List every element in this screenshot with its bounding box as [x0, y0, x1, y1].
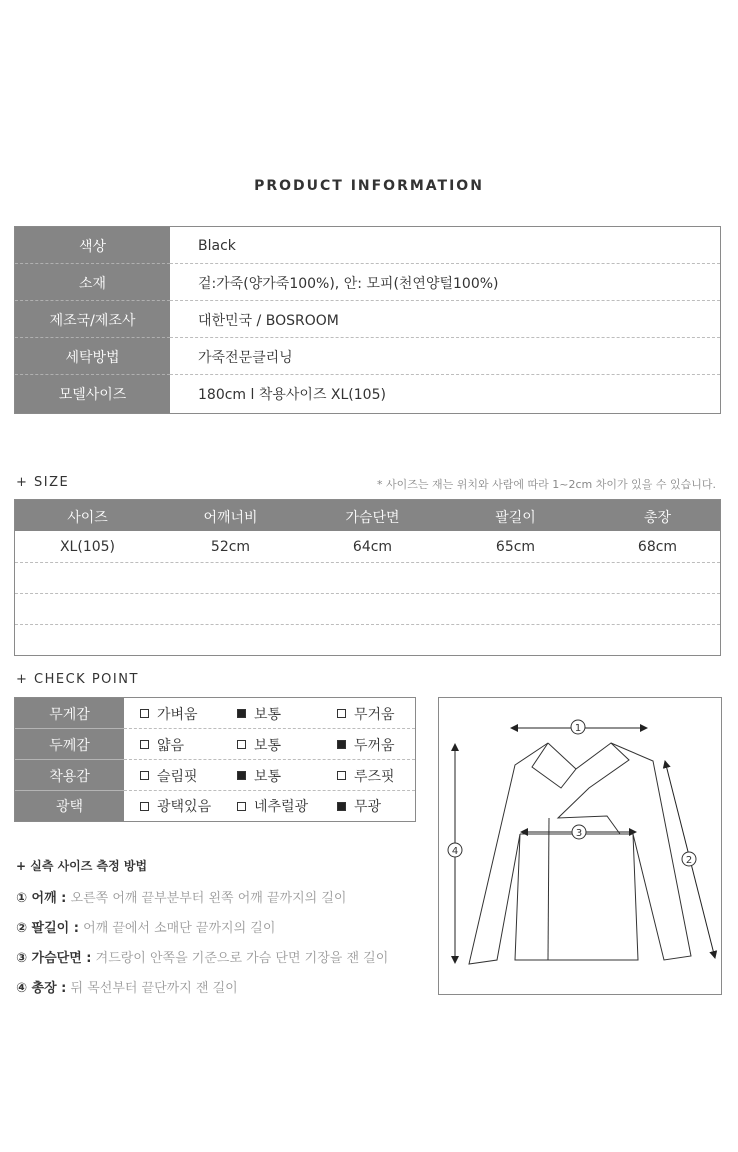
size-table-header [15, 500, 720, 531]
check-label: 착용감 [15, 760, 124, 791]
info-row-material [15, 264, 720, 301]
size-header-cell: 가슴단면 [345, 510, 400, 526]
size-header-cell: 어깨너비 [203, 510, 258, 526]
jacket-measure-diagram [438, 697, 722, 995]
marker-4: 4 [451, 846, 459, 857]
check-row-gloss [15, 791, 415, 821]
info-value: 겉:가죽(양가죽100%), 안: 모피(천연양털100%) [198, 275, 499, 292]
size-cell: 52cm [210, 539, 251, 555]
check-option: 네추럴광 [237, 791, 308, 821]
measure-guide-item: ② 팔길이 : 어깨 끝에서 소매단 끝까지의 길이 [16, 921, 276, 936]
divider [15, 562, 720, 563]
checkbox-icon [140, 709, 149, 718]
divider [15, 624, 720, 625]
check-option: 두꺼움 [337, 729, 395, 760]
size-table [14, 499, 721, 656]
checkbox-checked-icon [337, 802, 346, 811]
check-option: 광택있음 [140, 791, 211, 821]
checkbox-checked-icon [237, 771, 246, 780]
size-header-cell: 팔길이 [495, 510, 536, 526]
size-cell: 64cm [352, 539, 393, 555]
size-header-cell: 사이즈 [67, 510, 108, 526]
checkbox-checked-icon [337, 740, 346, 749]
size-cell: 68cm [637, 539, 678, 555]
info-label: 제조국/제조사 [15, 301, 170, 338]
check-section-title: + CHECK POINT [16, 672, 139, 687]
info-value: 대한민국 / BOSROOM [198, 312, 339, 329]
info-label: 세탁방법 [15, 338, 170, 375]
info-row-color [15, 227, 720, 264]
check-label: 무게감 [15, 698, 124, 729]
checkbox-icon [237, 802, 246, 811]
info-row-maker [15, 301, 720, 338]
jacket-illustration [439, 698, 721, 994]
check-row-fit [15, 760, 415, 791]
info-label: 소재 [15, 264, 170, 301]
check-label: 광택 [15, 791, 124, 821]
divider [15, 593, 720, 594]
check-option: 보통 [237, 698, 281, 729]
check-point-table [14, 697, 416, 822]
marker-3: 3 [575, 828, 583, 839]
info-label: 색상 [15, 227, 170, 264]
check-option: 루즈핏 [337, 760, 395, 791]
check-option: 보통 [237, 760, 281, 791]
size-cell: XL(105) [59, 539, 116, 555]
checkbox-icon [237, 740, 246, 749]
measure-guide-item: ① 어깨 : 오른쪽 어깨 끝부분부터 왼쪽 어깨 끝까지의 길이 [16, 891, 347, 906]
info-row-washing [15, 338, 720, 375]
size-cell: 65cm [495, 539, 536, 555]
measure-guide-title: + 실측 사이즈 측정 방법 [16, 859, 148, 873]
check-option: 슬림핏 [140, 760, 198, 791]
checkbox-icon [337, 709, 346, 718]
info-value: 180cm l 착용사이즈 XL(105) [198, 387, 386, 403]
check-option: 얇음 [140, 729, 184, 760]
check-label: 두께감 [15, 729, 124, 760]
check-option: 무거움 [337, 698, 395, 729]
measure-guide-item: ④ 총장 : 뒤 목선부터 끝단까지 잰 길이 [16, 981, 238, 996]
check-row-thickness [15, 729, 415, 760]
check-option: 가벼움 [140, 698, 198, 729]
check-option: 보통 [237, 729, 281, 760]
product-info-table [14, 226, 721, 414]
info-row-model-size [15, 375, 720, 413]
size-section-title: + SIZE [16, 475, 70, 490]
check-row-weight [15, 698, 415, 729]
marker-2: 2 [685, 855, 693, 866]
info-value: Black [198, 237, 236, 254]
info-value: 가죽전문클리닝 [198, 349, 293, 366]
size-header-cell: 총장 [643, 510, 672, 526]
info-label: 모델사이즈 [15, 375, 170, 413]
checkbox-icon [337, 771, 346, 780]
checkbox-icon [140, 802, 149, 811]
page-title: PRODUCT INFORMATION [254, 178, 484, 194]
checkbox-icon [140, 740, 149, 749]
check-option: 무광 [337, 791, 381, 821]
checkbox-checked-icon [237, 709, 246, 718]
marker-1: 1 [574, 723, 582, 734]
checkbox-icon [140, 771, 149, 780]
measure-guide-item: ③ 가슴단면 : 겨드랑이 안쪽을 기준으로 가슴 단면 기장을 잰 길이 [16, 951, 389, 966]
size-note: * 사이즈는 재는 위치와 사람에 따라 1~2cm 차이가 있을 수 있습니다. [377, 478, 716, 491]
